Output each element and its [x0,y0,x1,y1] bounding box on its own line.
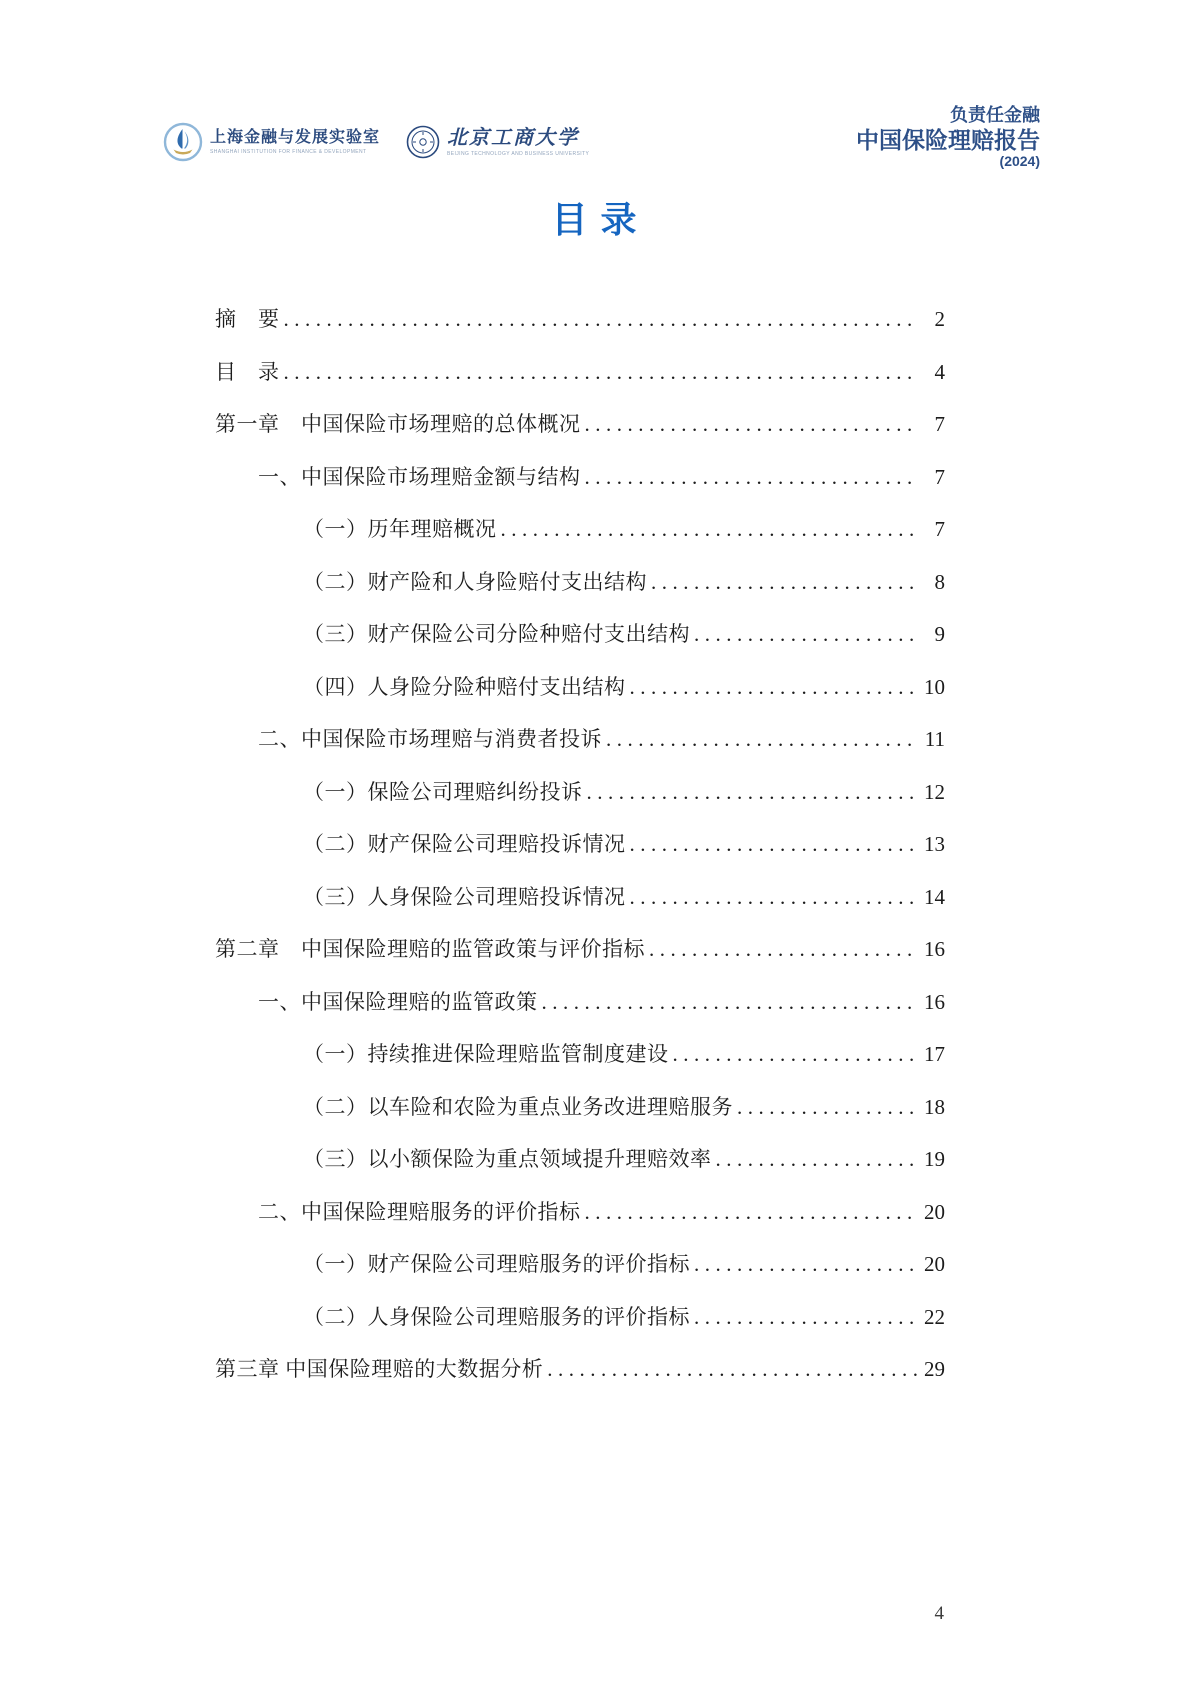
toc-entry[interactable] [215,1199,945,1224]
toc-entry-label: （一）保险公司理赔纠纷投诉 [303,779,583,804]
toc-dot-leader [547,1359,919,1380]
logo-shanghai-name: 上海金融与发展实验室 [210,129,381,147]
report-name: 中国保险理赔报告 [856,126,1040,153]
toc-entry[interactable] [215,359,945,384]
toc-entry-page: 8 [934,569,945,594]
toc-entry-page: 11 [924,727,945,751]
toc-dot-leader [649,939,919,960]
toc-entry[interactable] [215,1254,945,1275]
report-series: 负责任金融 [950,105,1040,125]
toc-entry-page: 7 [934,412,945,436]
toc-dot-leader [284,362,920,383]
toc-entry-label: （三）以小额保险为重点领域提升理赔效率 [303,1147,712,1171]
toc-entry-label: 二、中国保险市场理赔与消费者投诉 [258,727,602,751]
toc-entry-label: （三）人身保险公司理赔投诉情况 [303,884,626,909]
toc-dot-leader [585,467,920,488]
toc-entry-label: （三）财产保险公司分险种赔付支出结构 [303,622,690,646]
toc-dot-leader [585,1202,920,1223]
toc-entry-page: 7 [934,517,945,541]
toc-dot-leader [694,624,919,645]
toc-entry-label: 第二章 中国保险理赔的监管政策与评价指标 [215,937,645,961]
toc-entry-label: （一）财产保险公司理赔服务的评价指标 [303,1252,690,1276]
logo-shanghai-text [210,129,380,155]
toc-entry-page: 16 [924,989,945,1014]
toc-entry[interactable] [215,884,945,909]
toc-entry[interactable] [215,939,945,960]
toc-entry[interactable] [215,519,945,540]
toc-dot-leader [673,1044,920,1065]
toc-entry-label: （二）人身保险公司理赔服务的评价指标 [303,1304,690,1329]
toc-entry[interactable] [215,1304,945,1329]
toc-dot-leader [284,309,920,330]
toc-dot-leader [694,1307,919,1328]
toc-entry[interactable] [215,989,945,1014]
logo-btbu-name: 北京工商大学 [447,127,580,149]
toc-entry-page: 12 [924,779,945,804]
toc-entry-label: （四）人身险分险种赔付支出结构 [303,674,626,699]
toc-entry-page: 16 [924,937,945,961]
toc-entry-label: （一）历年理赔概况 [303,517,497,541]
toc-dot-leader [737,1097,919,1118]
toc-entry-page: 22 [924,1304,945,1329]
toc-entry-label: （二）财产保险公司理赔投诉情况 [303,832,626,856]
logo-btbu [406,125,589,159]
toc-entry-page: 19 [924,1147,945,1171]
toc-entry[interactable] [215,569,945,594]
toc-dot-leader [630,677,920,698]
toc-dot-leader [501,519,920,540]
toc-entry[interactable] [215,834,945,855]
toc-entry-page: 7 [934,464,945,489]
toc-dot-leader [651,572,919,593]
toc-dot-leader [606,729,919,750]
toc-dot-leader [630,834,920,855]
toc-dot-leader [716,1149,920,1170]
toc-dot-leader [587,782,920,803]
toc-entry-page: 10 [924,674,945,699]
toc-entry[interactable] [215,309,945,330]
toc-entry-label: 第三章 中国保险理赔的大数据分析 [215,1357,544,1381]
toc-dot-leader [630,887,920,908]
report-year: (2024) [999,152,1040,169]
toc-entry-page: 18 [924,1094,945,1119]
logos [163,122,589,162]
toc-entry-label: （一）持续推进保险理赔监管制度建设 [303,1042,669,1066]
toc-entry[interactable] [215,1149,945,1170]
toc-entry[interactable] [215,414,945,435]
footer-page-number: 4 [934,1603,944,1624]
logo-btbu-text [447,127,589,157]
toc-entry-label: 摘 要 [215,307,280,331]
report-title-block [856,104,1040,170]
toc-entry[interactable] [215,1044,945,1065]
toc-entry-label: 一、中国保险市场理赔金额与结构 [258,464,581,489]
toc-entry[interactable] [215,779,945,804]
university-seal-icon [406,125,440,159]
sailboat-logo-icon [163,122,203,162]
toc-dot-leader [585,414,920,435]
toc-entry-label: 二、中国保险理赔服务的评价指标 [258,1199,581,1224]
toc-entry[interactable] [215,674,945,699]
toc-entry-label: （二）以车险和农险为重点业务改进理赔服务 [303,1094,733,1119]
toc-entry-page: 9 [934,622,945,646]
toc-entry-label: （二）财产险和人身险赔付支出结构 [303,569,647,594]
toc-entry-page: 20 [924,1252,945,1276]
toc-entry-label: 一、中国保险理赔的监管政策 [258,989,538,1014]
toc-entry[interactable] [215,464,945,489]
toc-entry[interactable] [215,1359,945,1380]
toc-entry-page: 20 [924,1199,945,1224]
toc-entry[interactable] [215,624,945,645]
toc-dot-leader [542,992,920,1013]
page-title: 目 录 [551,200,639,240]
logo-shanghai-finance-lab [163,122,380,162]
toc-entry-page: 4 [934,359,945,384]
logo-btbu-subtitle: BEIJING TECHNOLOGY AND BUSINESS UNIVERSITY [447,151,590,157]
toc-entry[interactable] [215,1094,945,1119]
toc-entry-page: 2 [934,307,945,331]
toc-dot-leader [694,1254,919,1275]
toc-entry[interactable] [215,729,945,750]
table-of-contents [215,309,945,1412]
toc-entry-label: 第一章 中国保险市场理赔的总体概况 [215,412,581,436]
toc-entry-page: 17 [924,1042,945,1066]
toc-entry-page: 29 [924,1357,945,1381]
toc-entry-page: 13 [924,832,945,856]
toc-entry-page: 14 [924,884,945,909]
logo-shanghai-subtitle: SHANGHAI INSTITUTION FOR FINANCE & DEVELOPMENT [210,148,367,155]
toc-entry-label: 目 录 [215,359,280,384]
